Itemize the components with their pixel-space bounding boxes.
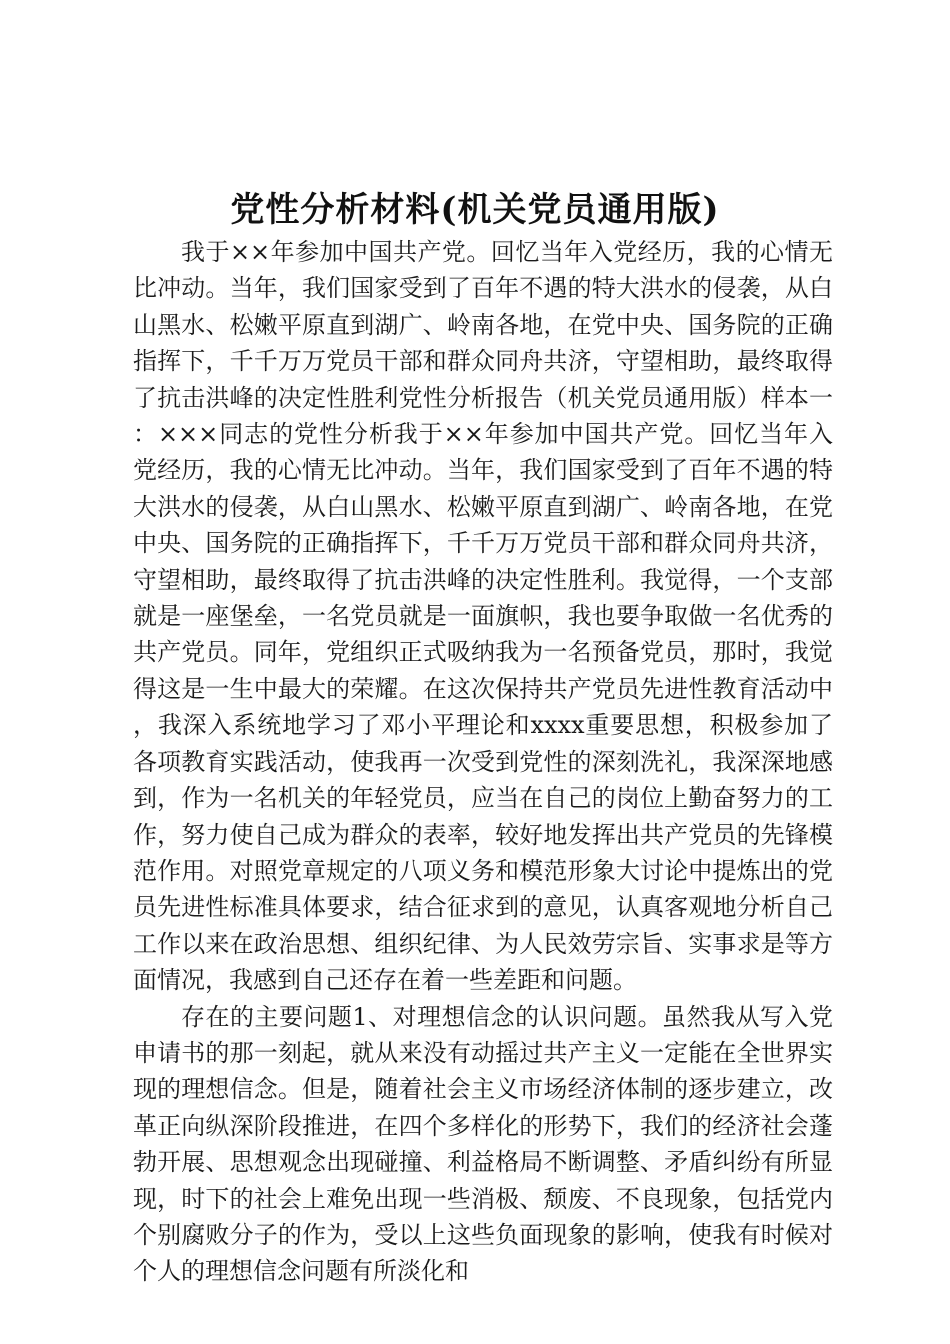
document-title: 党性分析材料(机关党员通用版)	[230, 190, 720, 230]
paragraph-1: 我于××年参加中国共产党。回忆当年入党经历，我的心情无比冲动。当年，我们国家受到了百年不遇的特大洪水的侵袭，从白山黑水、松嫩平原直到湖广、岭南各地，在党中央、国务院的正确指挥下，千千万万党员干部和群众同舟共济，守望相助，最终取得了抗击洪峰的决定性胜利党性分析报告（机关党员通用版）样本一：×××同志的党性分析我于××年参加中国共产党。回忆当年入党经历，我的心情无比冲动。当年，我们国家受到了百年不遇的特大洪水的侵袭，从白山黑水、松嫩平原直到湖广、岭南各地，在党中央、国务院的正确指挥下，千千万万党员干部和群众同舟共济，守望相助，最终取得了抗击洪峰的决定性胜利。我觉得，一个支部就是一座堡垒，一名党员就是一面旗帜，我也要争取做一名优秀的共产党员。同年，党组织正式吸纳我为一名预备党员，那时，我觉得这是一生中最大的荣耀。在这次保持共产党员先进性教育活动中，我深入系统地学习了邓小平理论和xxxx重要思想，积极参加了各项教育实践活动，使我再一次受到党性的深刻洗礼，我深深地感到，作为一名机关的年轻党员，应当在自己的岗位上勤奋努力的工作，努力使自己成为群众的表率，较好地发挥出共产党员的先锋模范作用。对照党章规定的八项义务和模范形象大讨论中提炼出的党员先进性标准具体要求，结合征求到的意见，认真客观地分析自己工作以来在政治思想、组织纪律、为人民效劳宗旨、实事求是等方面情况，我感到自己还存在着一些差距和问题。	[133, 238, 833, 995]
paragraph-2: 存在的主要问题1、对理想信念的认识问题。虽然我从写入党申请书的那一刻起，就从来没有动摇过共产主义一定能在全世界实现的理想信念。但是，随着社会主义市场经济体制的逐步建立，改革正向纵深阶段推进，在四个多样化的形势下，我们的经济社会蓬勃开展、思想观念出现碰撞、利益格局不断调整、矛盾纠纷有所显现，时下的社会上难免出现一些消极、颓废、不良现象，包括党内个别腐败分子的作为，受以上这些负面现象的影响，使我有时候对个人的理想信念问题有所淡化和	[133, 1002, 833, 1286]
document-body	[133, 234, 833, 1290]
